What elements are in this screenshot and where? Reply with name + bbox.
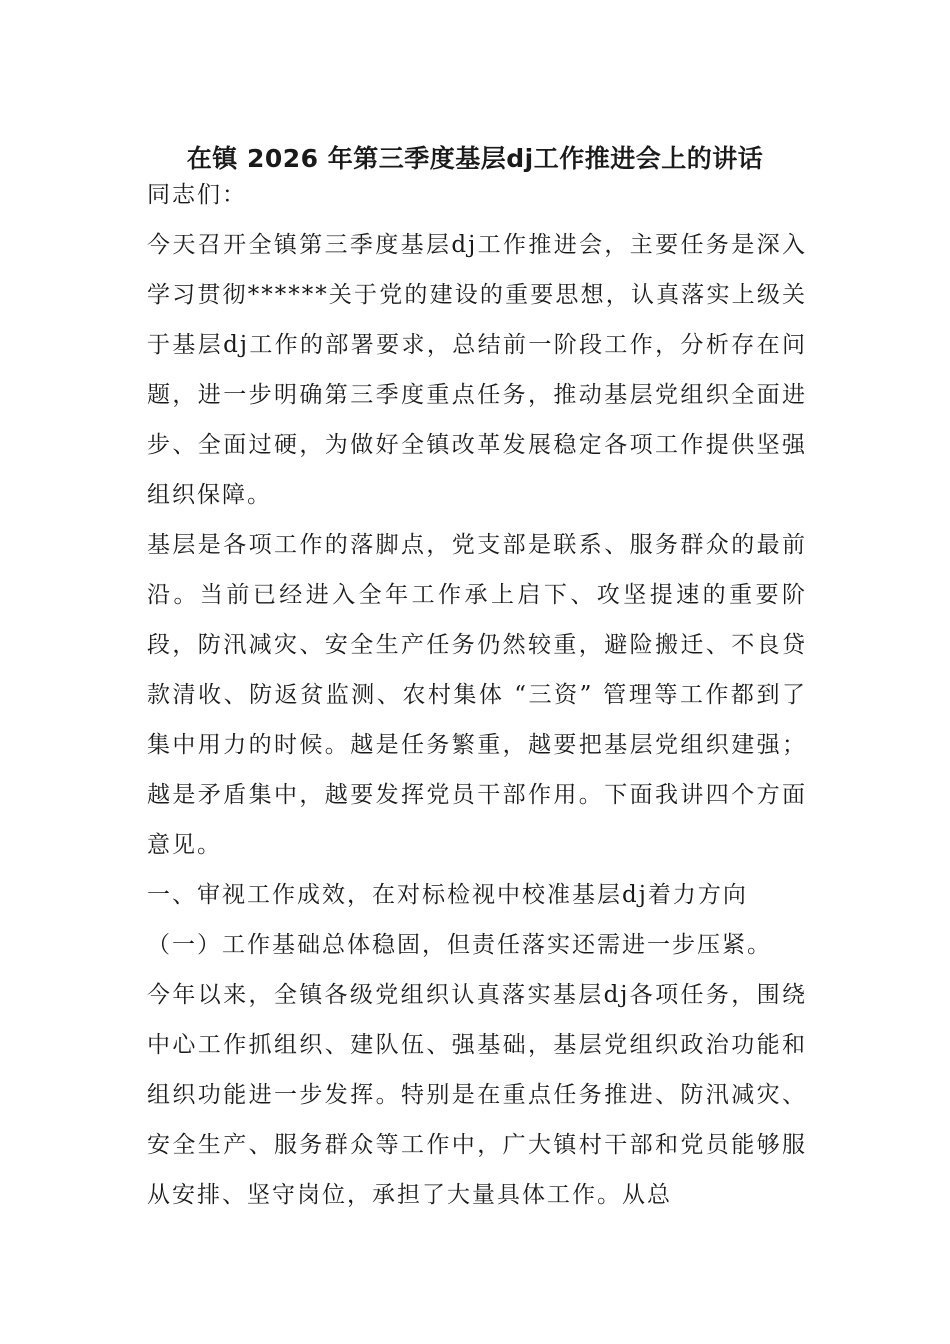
document-body — [147, 170, 807, 1220]
subsection-heading: （一）工作基础总体稳固，但责任落实还需进一步压紧。 — [147, 932, 772, 958]
section-heading: 一、审视工作成效，在对标检视中校准基层dj着力方向 — [147, 882, 748, 908]
document-title: 在镇 2026 年第三季度基层dj工作推进会上的讲话 — [186, 143, 764, 173]
paragraph: 今天召开全镇第三季度基层dj工作推进会，主要任务是深入学习贯彻******关于党的建设的重要思想，认真落实上级关于基层dj工作的部署要求，总结前一阶段工作，分析存在问题，进一步明确第三季度重点任务，推动基层党组织全面进步、全面过硬，为做好全镇改革发展稳定各项工作提供坚强组织保障。 — [147, 232, 807, 508]
salutation: 同志们： — [147, 182, 247, 208]
paragraph: 基层是各项工作的落脚点，党支部是联系、服务群众的最前沿。当前已经进入全年工作承上启下、攻坚提速的重要阶段，防汛减灾、安全生产任务仍然较重，避险搬迁、不良贷款清收、防返贫监测、农村集体 “三资” 管理等工作都到了集中用力的时候。越是任务繁重，越要把基层党组织建强；越是矛盾集中，越要发挥党员干部作用。下面我讲四个方面意见。 — [147, 532, 807, 858]
paragraph: 今年以来，全镇各级党组织认真落实基层dj各项任务，围绕中心工作抓组织、建队伍、强基础，基层党组织政治功能和组织功能进一步发挥。特别是在重点任务推进、防汛减灾、安全生产、服务群众等工作中，广大镇村干部和党员能够服从安排、坚守岗位，承担了大量具体工作。从总 — [147, 982, 807, 1208]
